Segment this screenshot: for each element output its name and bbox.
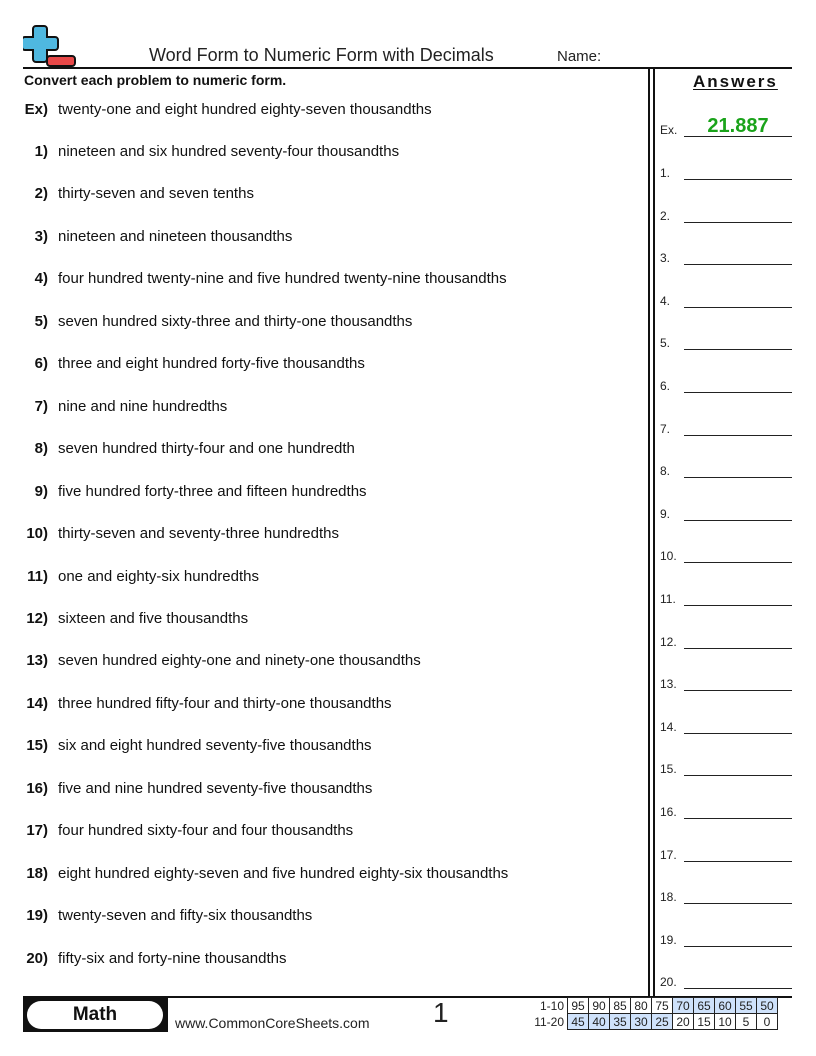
score-cell: 40 [589,1014,610,1030]
answer-label: 8. [660,464,671,479]
answer-column-divider [653,69,655,996]
subject-label: Math [27,1001,163,1029]
answer-label: 13. [660,677,677,692]
problem-label: 16) [26,779,48,797]
score-cell: 45 [568,1014,589,1030]
name-label: Name: [557,48,602,65]
score-cell: 15 [694,1014,715,1030]
answer-label: 20. [660,975,677,990]
answer-line[interactable] [684,307,792,308]
problem-label: 11) [27,567,48,585]
answer-line[interactable] [684,988,792,989]
answer-label: 7. [660,421,671,436]
answer-line[interactable] [684,562,792,563]
problem-text: three and eight hundred forty-five thousandths [58,355,365,373]
problem-text: seven hundred thirty-four and one hundredth [58,440,355,458]
problem-label: 4) [34,270,48,288]
score-cell: 95 [568,998,589,1014]
answer-line[interactable] [684,775,792,776]
score-cell: 0 [757,1014,778,1030]
answer-label: 9. [660,506,671,521]
answer-label: 17. [660,847,677,862]
answer-line[interactable] [684,264,792,265]
problem-label: 18) [26,864,48,882]
score-cell: 20 [673,1014,694,1030]
answer-row[interactable] [660,671,792,691]
problem-text: eight hundred eighty-seven and five hundred eighty-six thousandths [58,864,509,882]
problem-label: 1) [34,143,48,160]
problem-label: 7) [34,397,48,415]
problem-label: 20) [26,949,48,967]
answer-row[interactable] [660,884,792,904]
answer-label: 11. [660,592,676,606]
answer-line[interactable] [684,222,792,223]
answer-row[interactable] [660,756,792,776]
answer-line[interactable] [684,861,792,862]
answer-row[interactable] [660,458,792,478]
problem-text: five and nine hundred seventy-five thousandths [58,779,373,797]
answer-line[interactable] [684,946,792,947]
answer-label: 15. [660,762,677,777]
answer-label: 3. [660,251,671,266]
header-divider [23,67,792,69]
instructions: Convert each problem to numeric form. [24,72,287,88]
score-cell: 25 [652,1014,673,1030]
problem-text: seven hundred eighty-one and ninety-one thousandths [58,652,421,670]
answer-line[interactable] [684,903,792,904]
problem-text: three hundred fifty-four and thirty-one thousandths [58,694,392,712]
answer-label: 1. [660,166,671,180]
problem-text: nineteen and nineteen thousandths [58,227,293,245]
answers-title: Answers [693,72,778,91]
answer-line[interactable] [684,392,792,393]
problem-text: four hundred sixty-four and four thousandths [58,822,354,840]
score-row [528,998,778,1014]
answer-row[interactable] [660,245,792,265]
answer-label: Ex. [660,123,678,137]
answer-line[interactable] [684,648,792,649]
problem-text: nine and nine hundredths [58,397,228,415]
problem-label: 6) [34,355,48,373]
answer-row[interactable] [660,842,792,862]
answer-row[interactable] [660,203,792,223]
problem-label: 10) [26,525,48,543]
problem-label: 9) [34,482,48,500]
problem-label: 17) [26,822,48,840]
answer-label: 5. [660,336,671,351]
answer-line[interactable] [684,349,792,350]
score-cell: 30 [631,1014,652,1030]
score-range: 11-20 [534,1014,564,1029]
problem-text: four hundred twenty-nine and five hundred twenty-nine thousandths [58,270,507,288]
score-cell: 35 [610,1014,631,1030]
answer-column-divider [648,69,650,996]
answer-label: 6. [660,379,671,393]
answer-line[interactable] [684,605,792,606]
website-link[interactable]: www.CommonCoreSheets.com [175,1015,370,1031]
answer-line[interactable] [684,435,792,436]
answer-row[interactable] [660,330,792,350]
score-cell: 55 [736,998,757,1014]
score-cell: 75 [652,998,673,1014]
example-answer [660,117,792,137]
problem-text: five hundred forty-three and fifteen hundredths [58,482,367,500]
plus-minus-logo-icon [23,24,79,68]
answer-row[interactable] [660,714,792,734]
score-cell: 70 [673,998,694,1014]
answer-label: 10. [660,549,677,564]
problem-text: twenty-one and eight hundred eighty-seven thousandths [58,101,432,118]
answer-label: 19. [660,932,677,947]
problem-text: fifty-six and forty-nine thousandths [58,949,287,967]
score-cell: 65 [694,998,715,1014]
score-cell: 85 [610,998,631,1014]
score-cell: 90 [589,998,610,1014]
problem-text: one and eighty-six hundredths [58,567,259,585]
problem-text: seven hundred sixty-three and thirty-one thousandths [58,312,413,330]
answer-label: 14. [660,719,677,734]
answer-line[interactable] [684,520,792,521]
answer-row[interactable] [660,629,792,649]
answer-label: 4. [660,293,671,308]
score-row [528,1014,778,1030]
problem-label: Ex) [24,101,48,118]
answer-row[interactable] [660,501,792,521]
answer-label: 12. [660,634,677,649]
answer-row[interactable] [660,969,792,989]
answer-row[interactable] [660,160,792,180]
answer-row[interactable] [660,586,792,606]
problem-label: 19) [26,907,48,925]
problem-text: nineteen and six hundred seventy-four thousandths [58,143,400,160]
problem-label: 13) [26,652,48,670]
score-cell: 80 [631,998,652,1014]
score-range: 1-10 [539,998,564,1013]
answer-row[interactable] [660,799,792,819]
answer-line[interactable] [684,179,792,180]
answer-line[interactable] [684,818,792,819]
answer-row[interactable] [660,543,792,563]
score-cell: 10 [715,1014,736,1030]
answer-line[interactable] [684,733,792,734]
problem-label: 8) [34,440,48,458]
problem-text: six and eight hundred seventy-five thousandths [58,737,372,755]
problem-label: 2) [34,185,48,203]
answer-row[interactable] [660,416,792,436]
problem-text: twenty-seven and fifty-six thousandths [58,907,313,925]
answer-label: 18. [660,890,677,905]
score-cell: 5 [736,1014,757,1030]
answer-label: 2. [660,208,671,223]
answer-line[interactable] [684,690,792,691]
problem-label: 14) [26,694,48,712]
problem-label: 15) [26,737,48,755]
score-cell: 60 [715,998,736,1014]
problem-text: sixteen and five thousandths [58,609,249,627]
answer-row[interactable] [660,927,792,947]
answer-value: 21.887 [707,115,769,137]
worksheet-title: Word Form to Numeric Form with Decimals [149,45,494,65]
answer-line[interactable] [684,477,792,478]
problem-text: thirty-seven and seven tenths [58,185,254,203]
subject-badge [23,998,168,1032]
score-cell: 50 [757,998,778,1014]
page-number: 1 [433,997,449,1028]
answer-label: 16. [660,805,677,819]
score-table [528,997,778,1030]
problem-label: 12) [26,609,48,627]
problem-label: 5) [34,312,48,330]
answer-row[interactable] [660,373,792,393]
problem-text: thirty-seven and seventy-three hundredths [58,525,339,543]
answer-row[interactable] [660,288,792,308]
problem-label: 3) [34,227,48,245]
